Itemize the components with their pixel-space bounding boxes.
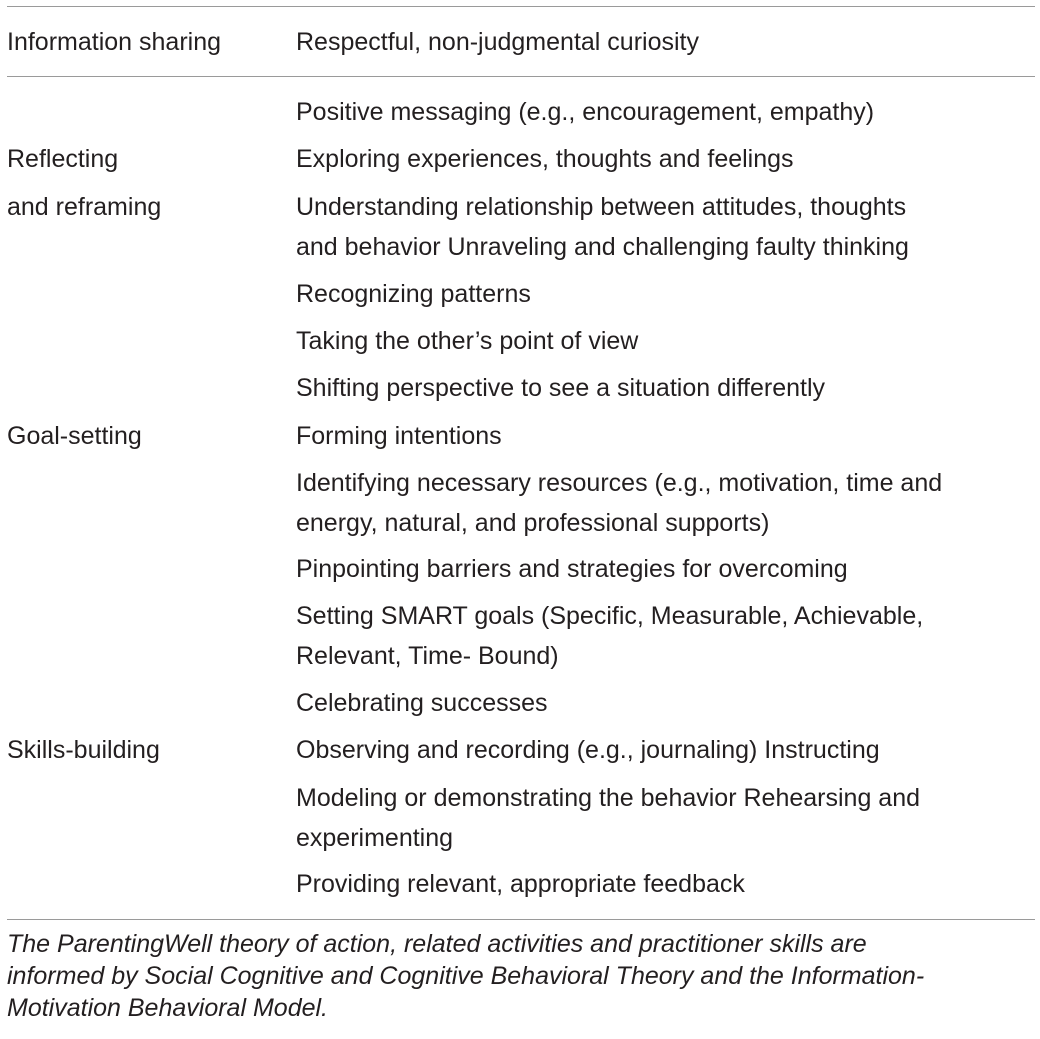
table-cell-line: Understanding relationship between attitudes, thoughts bbox=[296, 193, 907, 221]
table-top-rule bbox=[7, 6, 1035, 7]
table-bottom-rule bbox=[7, 919, 1035, 920]
table-cell-activity: Celebrating successes bbox=[296, 689, 548, 717]
table-cell-activity bbox=[296, 596, 923, 676]
table-cell-activity: Forming intentions bbox=[296, 422, 502, 450]
table-header-rule bbox=[7, 76, 1035, 77]
table-cell-activity: Pinpointing barriers and strategies for overcoming bbox=[296, 555, 848, 583]
table-cell-line: experimenting bbox=[296, 824, 454, 852]
table-cell-line: Identifying necessary resources (e.g., motivation, time and bbox=[296, 469, 943, 497]
table-cell-activity: Recognizing patterns bbox=[296, 280, 531, 308]
table-cell-activity: Taking the other’s point of view bbox=[296, 327, 639, 355]
table-cell-line: Setting SMART goals (Specific, Measurable, Achievable, bbox=[296, 602, 924, 630]
footnote-line: Motivation Behavioral Model. bbox=[7, 994, 328, 1022]
header-cell-activity: Respectful, non-judgmental curiosity bbox=[296, 28, 699, 56]
table-cell-line: energy, natural, and professional supports) bbox=[296, 509, 770, 537]
footnote-line: The ParentingWell theory of action, related activities and practitioner skills are bbox=[7, 930, 867, 958]
table-cell-activity bbox=[296, 187, 909, 267]
table-footnote bbox=[7, 928, 1035, 1024]
table-cell-category: Skills-building bbox=[7, 736, 160, 764]
table-cell-line: Modeling or demonstrating the behavior Rehearsing and bbox=[296, 784, 920, 812]
table-cell-activity: Providing relevant, appropriate feedback bbox=[296, 870, 745, 898]
header-cell-category: Information sharing bbox=[7, 28, 222, 56]
table-cell-activity bbox=[296, 463, 942, 543]
footnote-line: informed by Social Cognitive and Cognitive Behavioral Theory and the Information- bbox=[7, 962, 925, 990]
table-cell-category: Reflecting bbox=[7, 145, 119, 173]
table-cell-line: and behavior Unraveling and challenging faulty thinking bbox=[296, 233, 909, 261]
table-cell-line: Relevant, Time- Bound) bbox=[296, 642, 559, 670]
table-cell-activity: Observing and recording (e.g., journaling) Instructing bbox=[296, 736, 880, 764]
table-cell-category: Goal-setting bbox=[7, 422, 142, 450]
table-cell-activity: Exploring experiences, thoughts and feelings bbox=[296, 145, 794, 173]
table-cell-activity: Positive messaging (e.g., encouragement, empathy) bbox=[296, 98, 875, 126]
table-cell-activity bbox=[296, 778, 920, 858]
table-cell-category: and reframing bbox=[7, 193, 162, 221]
table-cell-activity: Shifting perspective to see a situation differently bbox=[296, 374, 826, 402]
